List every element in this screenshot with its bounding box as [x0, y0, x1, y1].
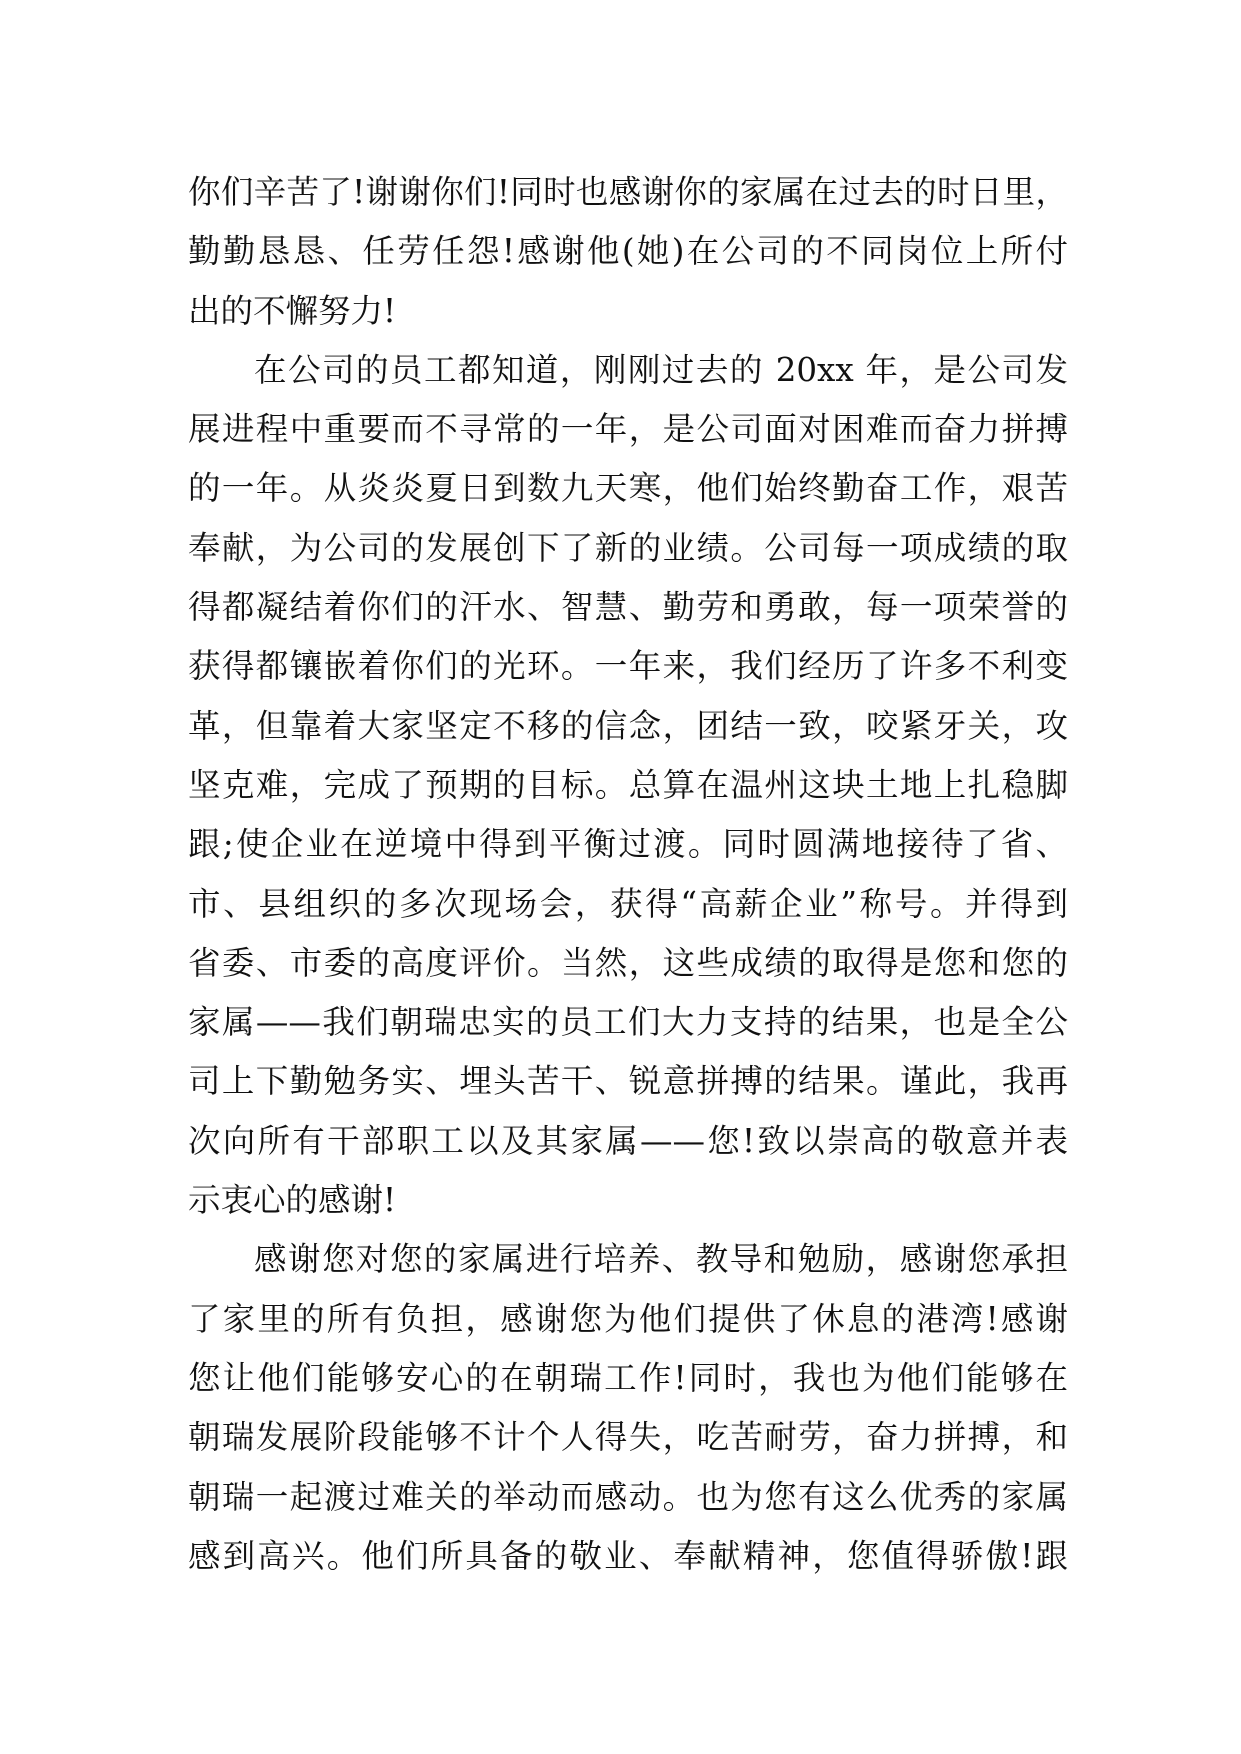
paragraph	[188, 1230, 1068, 1586]
text-line: 家属——我们朝瑞忠实的员工们大力支持的结果，也是全公	[188, 1003, 1068, 1042]
text-line: 您让他们能够安心的在朝瑞工作!同时，我也为他们能够在	[188, 1358, 1068, 1397]
text-line: 司上下勤勉务实、埋头苦干、锐意拼搏的结果。谨此，我再	[188, 1062, 1068, 1101]
text-line: 朝瑞一起渡过难关的举动而感动。也为您有这么优秀的家属	[188, 1477, 1068, 1516]
text-line: 得都凝结着你们的汗水、智慧、勤劳和勇敢，每一项荣誉的	[188, 588, 1068, 627]
text-line: 奉献，为公司的发展创下了新的业绩。公司每一项成绩的取	[188, 528, 1068, 567]
text-line: 的一年。从炎炎夏日到数九天寒，他们始终勤奋工作，艰苦	[188, 469, 1068, 508]
text-line: 你们辛苦了!谢谢你们!同时也感谢你的家属在过去的时日里，	[188, 173, 1068, 211]
paragraph	[188, 163, 1068, 341]
text-line: 勤勤恳恳、任劳任怨!感谢他(她)在公司的不同岗位上所付	[188, 232, 1068, 271]
text-line: 了家里的所有负担，感谢您为他们提供了休息的港湾!感谢	[188, 1299, 1068, 1338]
text-line: 示衷心的感谢!	[188, 1181, 397, 1220]
paragraph	[188, 341, 1068, 1230]
text-line: 省委、市委的高度评价。当然，这些成绩的取得是您和您的	[188, 943, 1068, 982]
text-line: 展进程中重要而不寻常的一年，是公司面对困难而奋力拼搏	[188, 410, 1068, 449]
text-line: 坚克难，完成了预期的目标。总算在温州这块土地上扎稳脚	[188, 765, 1068, 804]
text-line: 获得都镶嵌着你们的光环。一年来，我们经历了许多不利变	[188, 647, 1068, 686]
text-line: 革，但靠着大家坚定不移的信念，团结一致，咬紧牙关，攻	[188, 706, 1068, 745]
text-line: 感谢您对您的家属进行培养、教导和勉励，感谢您承担	[254, 1240, 1068, 1279]
text-line: 出的不懈努力!	[188, 291, 397, 330]
text-line: 在公司的员工都知道，刚刚过去的 20xx 年，是公司发	[254, 350, 1068, 389]
text-line: 市、县组织的多次现场会，获得“高薪企业”称号。并得到	[188, 884, 1068, 923]
text-line: 跟;使企业在逆境中得到平衡过渡。同时圆满地接待了省、	[188, 825, 1068, 864]
text-line: 次向所有干部职工以及其家属——您!致以崇高的敬意并表	[188, 1121, 1068, 1160]
text-line: 朝瑞发展阶段能够不计个人得失，吃苦耐劳，奋力拼搏，和	[188, 1418, 1068, 1457]
body-text	[188, 163, 1068, 1586]
text-line: 感到高兴。他们所具备的敬业、奉献精神，您值得骄傲!跟	[188, 1536, 1068, 1575]
